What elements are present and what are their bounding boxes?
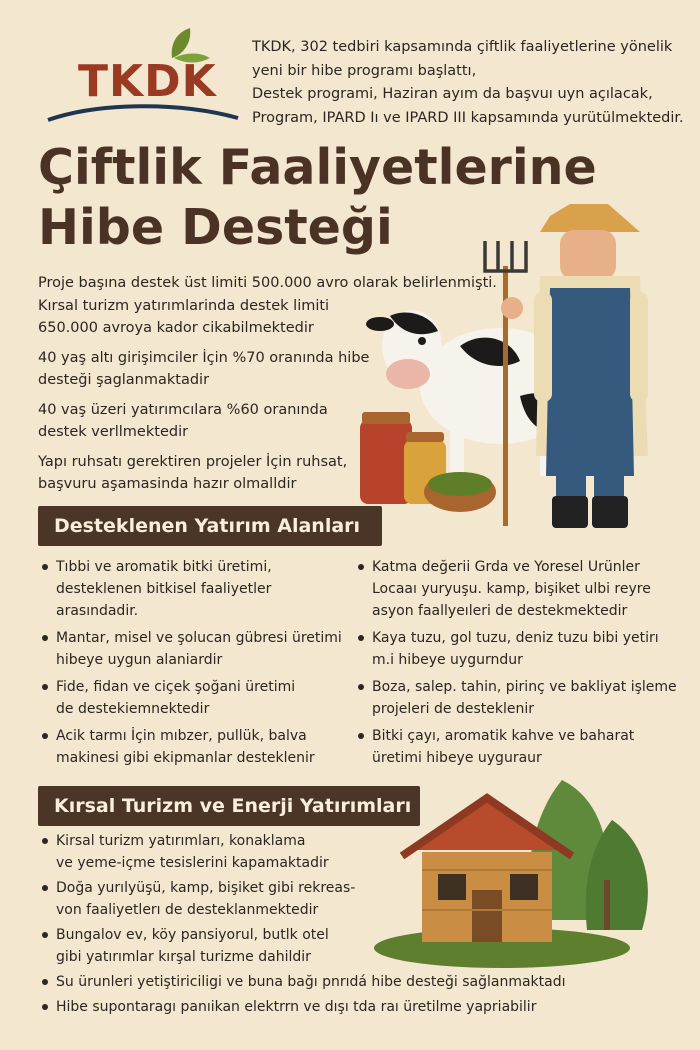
list-item — [40, 676, 360, 720]
list-item — [40, 971, 680, 993]
list-item — [40, 924, 680, 968]
list-line: m.i hibeye uygurndur — [372, 652, 523, 668]
intro-line: Destek programi, Haziran ayım da başvuı uyn açılacak, — [252, 86, 653, 102]
fact-line: Kırsal turizm yatırımlarinda destek limiti — [38, 297, 330, 314]
list-line: Locaaı yuryuşu. kamp, bişiket ulbi reyre — [372, 581, 651, 597]
list-line: asyon faallyeıleri de destekmektedir — [372, 603, 628, 619]
list-item — [40, 830, 680, 874]
investment-list-left — [40, 556, 360, 774]
fact-line: 40 vaş üzeri yatırımcılara %60 oranında — [38, 401, 328, 418]
list-line: Doğa yurılyüşü, kamp, bişiket gibi rekreas- — [56, 880, 356, 896]
title-line: Hibe Desteği — [38, 199, 393, 256]
intro-line: yeni bir hibe programı başlattı, — [252, 62, 477, 79]
logo-text: TKDK — [78, 56, 217, 107]
farmer-cow-illustration — [350, 196, 670, 536]
list-line: de destekiemnektedir — [56, 701, 210, 717]
list-item — [40, 627, 360, 671]
fact-line: desteği şaglanmaktadir — [38, 372, 210, 388]
list-line: von faaliyetlerı de desteklanmektedir — [56, 902, 319, 918]
fact-line: Proje başına destek üst limiti 500.000 avro olarak belirlenmişti. — [38, 275, 497, 291]
list-line: Acik tarmı İçin mıbzer, pullük, balva — [56, 728, 307, 744]
intro-text — [252, 36, 682, 130]
list-line: Boza, salep. tahin, pirinç ve bakliyat işleme — [372, 679, 677, 695]
section-banner-investment-areas: Desteklenen Yatırım Alanları — [38, 506, 382, 546]
list-line: üretimi hibeye uyguraur — [372, 750, 542, 766]
investment-list-right — [356, 556, 686, 774]
list-line: desteklenen bitkisel faaliyetler — [56, 581, 272, 597]
list-line: projeleri de desteklenir — [372, 701, 534, 717]
fact-line: destek verllmektedir — [38, 424, 189, 440]
list-item — [356, 725, 686, 769]
list-line: hibeye uygun alaniardir — [56, 652, 223, 668]
list-item — [356, 676, 686, 720]
list-item — [40, 725, 360, 769]
list-item — [356, 627, 686, 671]
list-line: ve yeme-içme tesislerini kapamaktadir — [56, 855, 329, 871]
list-line: Katma değerii Grda ve Yoresel Urünler — [372, 559, 640, 575]
rural-tourism-list — [40, 830, 680, 1021]
list-line: Tıbbi ve aromatik bitki üretimi, — [56, 559, 272, 575]
list-line: Fide, fidan ve ciçek şoğani üretimi — [56, 679, 296, 695]
list-line: Kirsal turizm yatırımları, konaklama — [56, 833, 306, 849]
title-line: Çiftlik Faaliyetlerine — [38, 139, 597, 196]
list-item — [40, 996, 680, 1018]
list-line: Su ürunleri yetiştiriciligi ve buna bağı pnrıdá hibe desteği sağlanmaktadı — [56, 974, 566, 990]
list-line: Bitki çayı, aromatik kahve ve baharat — [372, 728, 635, 744]
intro-line: Program, IPARD Iı ve IPARD III kapsamında yurütülmektedir. — [252, 109, 684, 126]
section-banner-rural-tourism: Kırsal Turizm ve Enerji Yatırımları — [38, 786, 420, 826]
list-item — [40, 556, 360, 622]
list-line: Bungalov ev, köy pansiyorul, butlk otel — [56, 927, 329, 943]
list-line: gibi yatırımlar kırşal turizme dahildir — [56, 949, 311, 965]
intro-line: TKDK, 302 tedbiri kapsamında çiftlik faaliyetlerine yönelik — [252, 39, 673, 55]
list-item — [40, 877, 680, 921]
fact-line: Yapı ruhsatı gerektiren projeler İçin ruhsat, — [38, 453, 348, 470]
list-item — [356, 556, 686, 622]
fact-line: 40 yaş altı girişimciler İçin %70 oranında hibe — [38, 349, 370, 366]
fact-line: başvuru aşamasinda hazır olmalldir — [38, 476, 297, 492]
list-line: Mantar, misel ve şolucan gübresi üretimi — [56, 630, 342, 646]
tkdk-logo — [40, 22, 240, 130]
fact-line: 650.000 avroya kador cikabilmektedir — [38, 320, 314, 336]
list-line: arasındadir. — [56, 603, 139, 619]
list-line: Hibe supontaragı panıikan elektrrn ve dışı tda raı üretilme yapriabilir — [56, 999, 537, 1015]
list-line: makinesi gibi ekipmanlar desteklenir — [56, 750, 315, 766]
list-line: Kaya tuzu, gol tuzu, deniz tuzu bibi yetirı — [372, 630, 659, 646]
